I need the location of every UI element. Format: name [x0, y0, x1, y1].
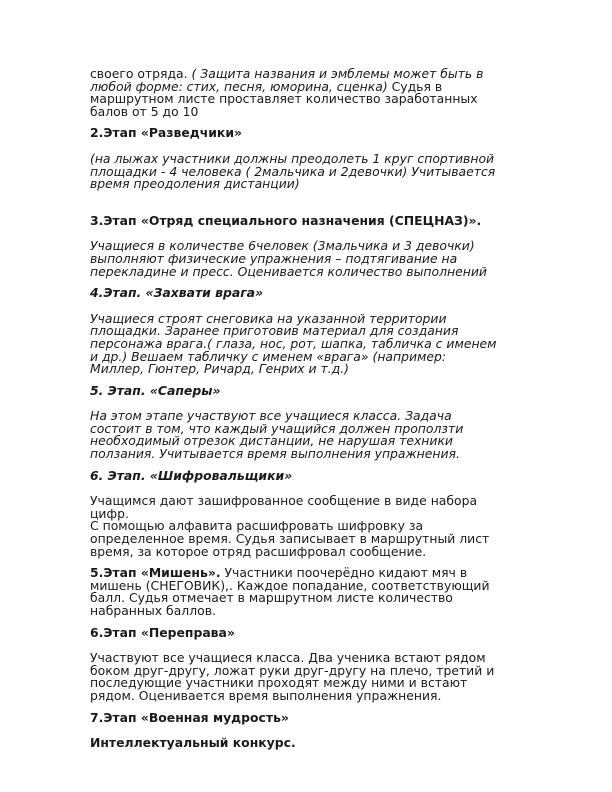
- text-line: Участвуют все учащиеся класса. Два ученика встают рядом: [90, 650, 486, 666]
- text-line: площадки. Заранее приготовив материал для создания: [90, 323, 459, 339]
- text-line: время преодоления дистанции): [90, 176, 300, 192]
- text-line: Миллер, Гюнтер, Ричард, Генрих и т.д.): [90, 361, 350, 377]
- text-line: площадки - 4 человека ( 2мальчика и 2девочки) Учитывается: [90, 163, 496, 179]
- text-line: последующие участники проходят между ними и встают: [90, 675, 468, 691]
- intro-lead: своего отряда.: [90, 66, 188, 81]
- intro-paragraph: [90, 68, 522, 118]
- text-line: состоит в том, что каждый учащийся должен проползти: [90, 420, 464, 436]
- text-line: набранных баллов.: [90, 603, 216, 618]
- stage5b-paragraph: [90, 567, 522, 617]
- stage7-subheading: Интеллектуальный конкурс.: [90, 735, 296, 751]
- text-line: выполняют физические упражнения – подтягивание на: [90, 250, 458, 266]
- stage7-heading: 7.Этап «Военная мудрость»: [90, 709, 289, 725]
- stage5-text: [90, 410, 522, 460]
- stage6b-text: [90, 652, 522, 702]
- intro-italic-1: ( Защита названия и эмблемы может быть в: [187, 66, 484, 81]
- text-line: боком друг-другу, ложат руки друг-другу на плечо, третий и: [90, 662, 495, 678]
- text-line: ползания. Учитывается время выполнения упражнения.: [90, 446, 460, 462]
- text-line: необходимый отрезок дистанции, не нарушая техники: [90, 433, 453, 449]
- text-line: мишень (СНЕГОВИК),. Каждое попадание, соответствующий: [90, 577, 490, 593]
- stage3-heading: 3.Этап «Отряд специального назначения (СПЕЦНАЗ)».: [90, 212, 482, 228]
- text-line: время, за которое отряд расшифровал сообщение.: [90, 543, 427, 559]
- text-line: балл. Судья отмечает в маршрутном листе количество: [90, 590, 453, 606]
- text-line: Учащимся дают зашифрованное сообщение в виде набора: [90, 493, 478, 509]
- intro-italic-2: любой форме: стих, песня, юморина, сценка): [90, 78, 388, 94]
- text-line: персонажа врага.( глаза, нос, рот, шапка, табличка с именем: [90, 335, 497, 351]
- text-line: рядом. Оценивается время выполнения упражнения.: [90, 687, 442, 703]
- stage2-heading: 2.Этап «Разведчики»: [90, 125, 243, 141]
- stage3-text: [90, 240, 522, 278]
- text-line: (на лыжах участники должны преодолеть 1 круг спортивной: [90, 150, 495, 166]
- intro-line-4: балов от 5 до 10: [90, 103, 199, 119]
- intro-tail: Судья в: [387, 78, 443, 94]
- text-line: С помощью алфавита расшифровать шифровку за: [90, 518, 424, 534]
- text-line: На этом этапе участвуют все учащиеся класса. Задача: [90, 408, 452, 424]
- document-page: [90, 68, 522, 750]
- text-line: перекладине и пресс. Оценивается количество выполнений: [90, 263, 487, 279]
- stage6b-heading: 6.Этап «Переправа»: [90, 624, 235, 640]
- stage6-heading: 6. Этап. «Шифровальщики»: [90, 467, 293, 483]
- text-line: Учащиеся строят снеговика на указанной территории: [90, 310, 447, 326]
- stage4-text: [90, 310, 522, 377]
- stage4-heading: 4.Этап. «Захвати врага»: [90, 285, 264, 301]
- text-line: и др.) Вешаем табличку с именем «врага» (например:: [90, 348, 447, 364]
- stage5-heading: 5. Этап. «Саперы»: [90, 382, 221, 398]
- stage5b-heading: 5.Этап «Мишень».: [90, 565, 221, 581]
- text-line: определенное время. Судья записывает в маршрутный лист: [90, 531, 490, 547]
- intro-line-3: маршрутном листе проставляет количество заработанных: [90, 91, 478, 107]
- text-line: Учащиеся в количестве 6человек (3мальчика и 3 девочки): [90, 238, 475, 254]
- stage2-text: [90, 150, 522, 192]
- text-line: цифр.: [90, 505, 129, 521]
- stage5b-first-tail: Участники поочерёдно кидают мяч в: [220, 565, 468, 581]
- stage6-text: [90, 495, 522, 558]
